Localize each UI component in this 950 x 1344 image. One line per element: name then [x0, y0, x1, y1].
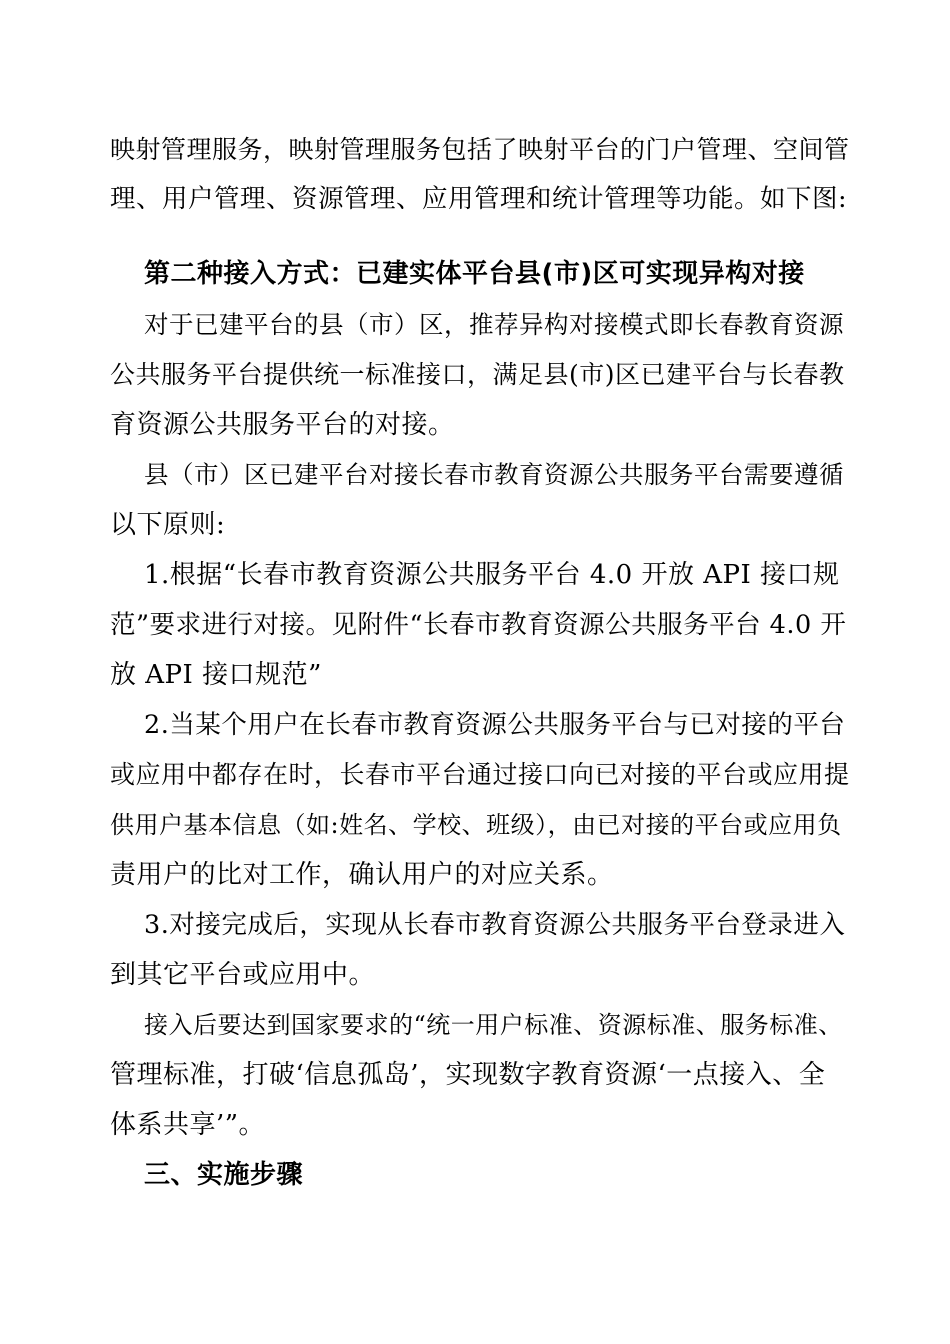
list-item-3-cont: 到其它平台或应用中。	[110, 960, 376, 990]
paragraph-line: 对于已建平台的县（市）区，推荐异构对接模式即长春教育资源	[144, 310, 844, 339]
paragraph-line: 育资源公共服务平台的对接。	[110, 410, 455, 440]
paragraph-line: 体系共享’”。	[110, 1110, 266, 1140]
list-item-2-cont: 或应用中都存在时，长春市平台通过接口向已对接的平台或应用提	[110, 760, 850, 789]
section-heading: 第二种接入方式：已建实体平台县(市)区可实现异构对接	[144, 259, 805, 289]
paragraph-line: 以下原则:	[110, 510, 226, 540]
paragraph-line: 县（市）区已建平台对接长春市教育资源公共服务平台需要遵循	[144, 460, 844, 489]
paragraph-line: 管理标准，打破‘信息孤岛’，实现数字教育资源‘一点接入、全	[110, 1060, 826, 1090]
paragraph-line: 理、用户管理、资源管理、应用管理和统计管理等功能。如下图:	[110, 184, 848, 214]
paragraph-line: 接入后要达到国家要求的“统一用户标准、资源标准、服务标准、	[144, 1011, 843, 1039]
list-item-1-cont: 范”要求进行对接。见附件“长春市教育资源公共服务平台 4.0 开	[110, 610, 847, 640]
list-item-2-cont: 责用户的比对工作，确认用户的对应关系。	[110, 860, 614, 890]
section-heading: 三、实施步骤	[144, 1160, 304, 1190]
paragraph-line: 公共服务平台提供统一标准接口，满足县(市)区已建平台与长春教	[110, 360, 845, 389]
list-item-1-cont: 放 API 接口规范”	[110, 660, 322, 690]
list-item-2: 2.当某个用户在长春市教育资源公共服务平台与已对接的平台	[144, 710, 846, 740]
list-item-3: 3.对接完成后，实现从长春市教育资源公共服务平台登录进入	[144, 910, 846, 940]
list-item-2-cont: 供用户基本信息（如:姓名、学校、班级），由已对接的平台或应用负	[110, 811, 842, 839]
paragraph-line: 映射管理服务，映射管理服务包括了映射平台的门户管理、空间管	[110, 135, 850, 164]
list-item-1: 1.根据“长春市教育资源公共服务平台 4.0 开放 API 接口规	[144, 560, 840, 590]
